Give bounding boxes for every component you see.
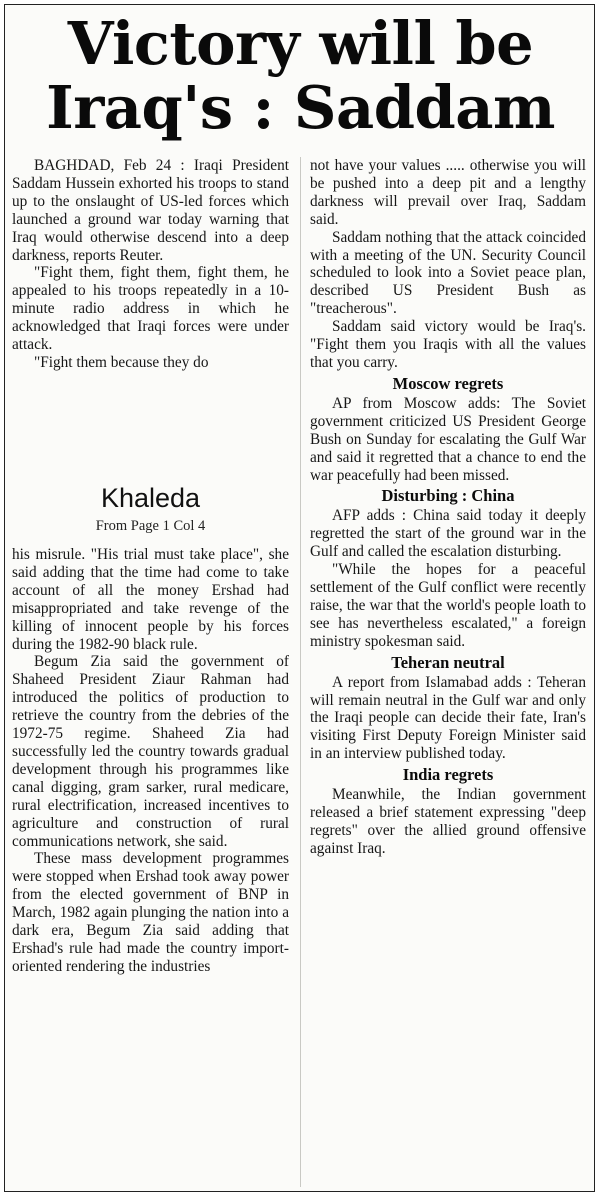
story-paragraph: Saddam nothing that the attack coincided with a meeting of the UN. Security Council scheduled to look into a Soviet peace plan, described US President Bush as "treacherous". bbox=[310, 228, 586, 318]
story-paragraph: not have your values ..... otherwise you will be pushed into a deep pit and a lengthy darkness will prevail over Iraq, Saddam said. bbox=[310, 157, 586, 228]
khaleda-column bbox=[12, 546, 289, 976]
khaleda-heading: Khaleda bbox=[100, 483, 201, 513]
section-heading-china: Disturbing : China bbox=[381, 486, 515, 506]
main-story-right-column bbox=[310, 157, 586, 858]
section-heading-teheran: Teheran neutral bbox=[391, 652, 505, 672]
section-heading-india: India regrets bbox=[402, 765, 494, 785]
continuation-line: From Page 1 Col 4 bbox=[95, 518, 206, 534]
story-paragraph: BAGHDAD, Feb 24 : Iraqi President Saddam Hussein exhorted his troops to stand up to the onslaught of US-led forces which launched a ground war today warning that Iraq would otherwise descend into a deep darkness, reports Reuter. bbox=[12, 157, 289, 264]
story-paragraph: These mass development programmes were stopped when Ershad took away power from the elected government of BNP in March, 1982 again plunging the nation into a dark era, Begum Zia said adding that Ershad's rule had made the country import-oriented rendering the industries bbox=[12, 850, 289, 975]
column-rule bbox=[300, 157, 301, 1187]
story-paragraph: his misrule. "His trial must take place", she said adding that the time had come to take account of all the money Ershad had misappropriated and take revenge of the killing of innocent people by his forces during the 1982-90 black rule. bbox=[12, 546, 289, 653]
story-paragraph: Begum Zia said the government of Shaheed President Ziaur Rahman had introduced the politics of production to retrieve the country from the debries of the 1972-75 regime. Shaheed Zia had successfully led the country towards gradual development through his programmes like canal digging, gram sarker, rural medicare, rural electrification, increased incentives to agriculture and construction of rural communications network, she said. bbox=[12, 653, 289, 850]
story-paragraph: Saddam said victory would be Iraq's. "Fight them you Iraqis with all the values that you carry. bbox=[310, 318, 586, 371]
story-paragraph: AP from Moscow adds: The Soviet government criticized US President George Bush on Sunday for escalating the Gulf War and said it regretted that a chance to end the war peacefully had been missed. bbox=[310, 394, 586, 484]
story-paragraph: "Fight them because they do bbox=[34, 353, 209, 371]
story-paragraph: "While the hopes for a peaceful settlement of the Gulf conflict were recently raise, the war that the world's people loath to see has nevertheless escalated," a foreign ministry spokesman said. bbox=[310, 561, 586, 650]
section-heading-moscow: Moscow regrets bbox=[392, 373, 504, 393]
story-paragraph: AFP adds : China said today it deeply regretted the start of the ground war in the Gulf and called the escalation disturbing. bbox=[310, 507, 586, 561]
story-paragraph: "Fight them, fight them, fight them, he appealed to his troops repeatedly in a 10-minute radio address in which he acknowledged that Iraqi forces were under attack. bbox=[12, 264, 289, 354]
story-paragraph: A report from Islamabad adds : Teheran will remain neutral in the Gulf war and only the Iraqi people can decide their fate, Iran's visiting First Deputy Foreign Minister said in an interview published today. bbox=[310, 673, 586, 763]
headline: Victory will be Iraq's : Saddam bbox=[46, 9, 555, 142]
main-story-left-column bbox=[12, 157, 289, 372]
story-paragraph: Meanwhile, the Indian government released a brief statement expressing "deep regrets" over the allied ground offensive against Iraq. bbox=[310, 786, 586, 857]
